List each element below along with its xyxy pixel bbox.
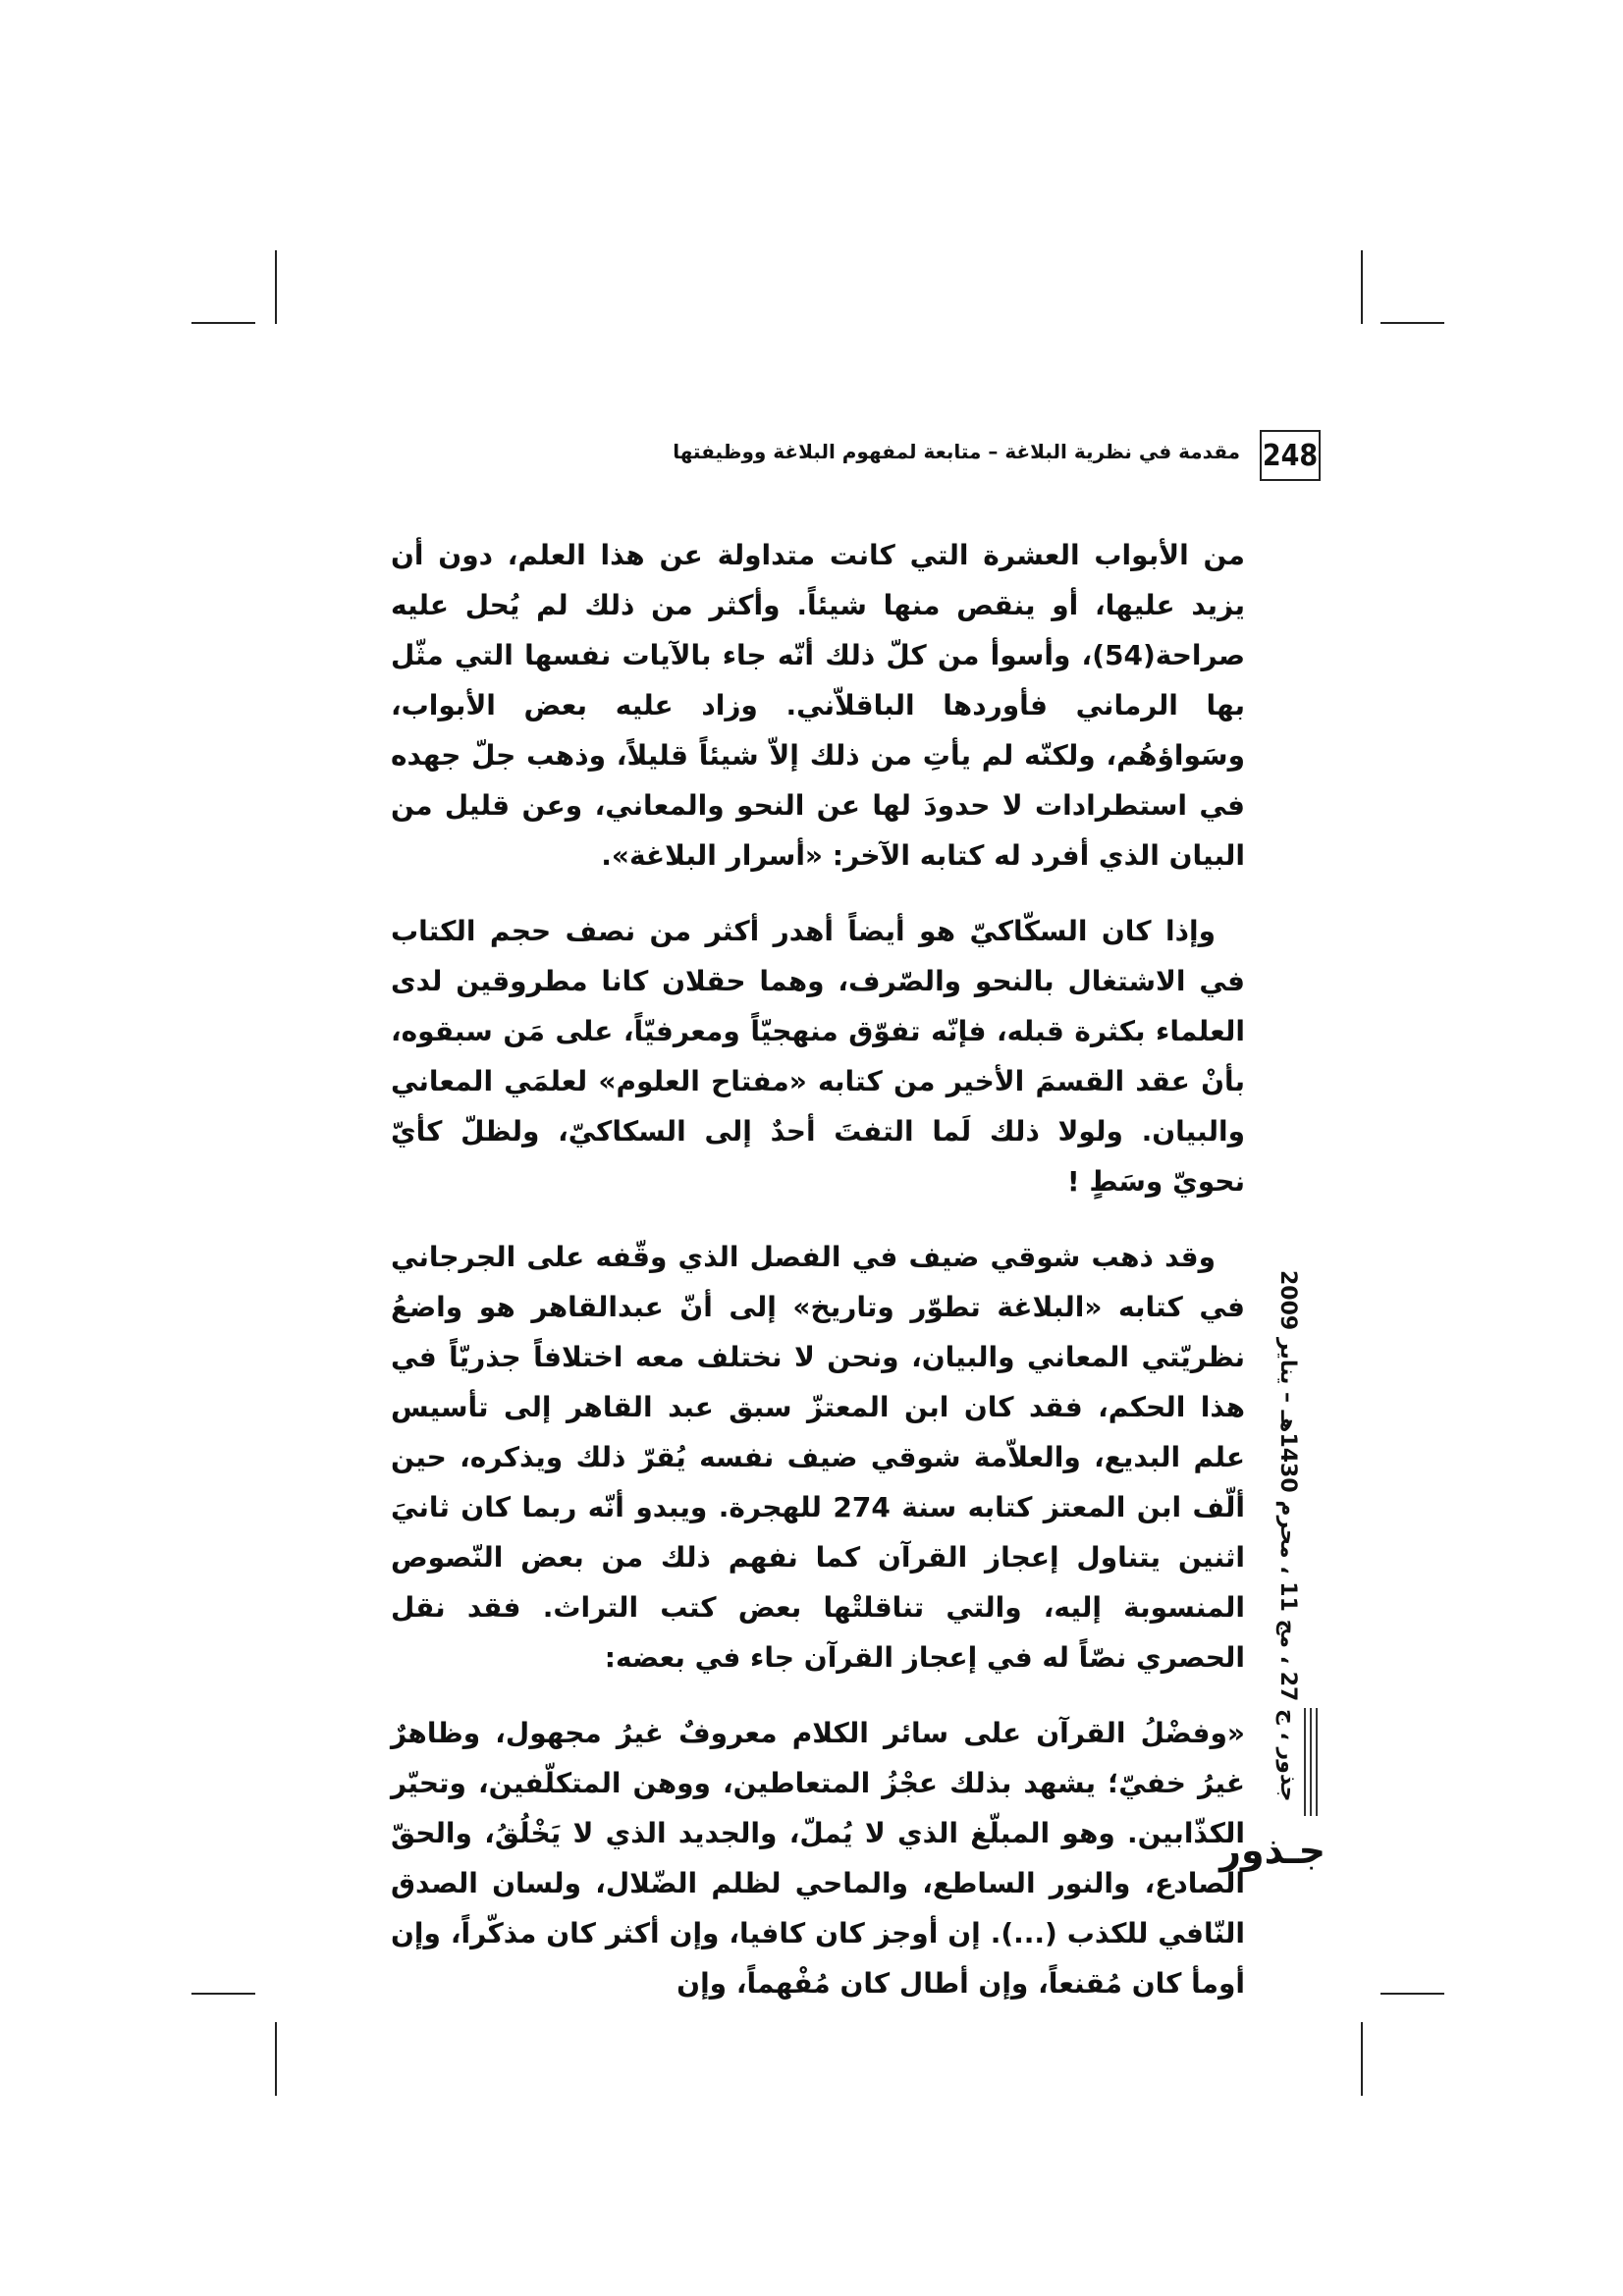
journal-side-info <box>1265 1269 1304 1801</box>
running-title: مقدمة في نظرية البلاغة – متابعة لمفهوم البلاغة ووظيفتها <box>673 440 1240 463</box>
crop-mark <box>191 322 255 324</box>
crop-mark <box>1380 322 1444 324</box>
crop-mark <box>275 250 277 324</box>
crop-mark <box>1361 2022 1363 2096</box>
page-header <box>673 430 1321 485</box>
paragraph-1: من الأبواب العشرة التي كانت متداولة عن هذا العلم، دون أن يزيد عليها، أو ينقص منها شيئاً. وأكثر من ذلك لم يُحل عليه صراحة(54)، وأسوأ من كلّ ذلك أنّه جاء بالآيات نفسها التي مثّل بها الرماني فأوردها الباقلاّني. وزاد عليه بعض الأبواب، وسَواؤهُم، ولكنّه لم يأتِ من ذلك إلاّ شيئاً قليلاً، وذهب جلّ جهده في استطرادات لا حدودَ لها عن النحو والمعاني، وعن قليل من البيان الذي أفرد له كتابه الآخر: «أسرار البلاغة». <box>391 539 1245 872</box>
paragraph-3: وقد ذهب شوقي ضيف في الفصل الذي وقّفه على الجرجاني في كتابه «البلاغة تطوّر وتاريخ» إلى أنّ عبدالقاهر هو واضعُ نظريّتي المعاني والبيان، ونحن لا نختلف معه اختلافاً جذريّاً في هذا الحكم، فقد كان ابن المعتزّ سبق عبد القاهر إلى تأسيس علم البديع، والعلاّمة شوقي ضيف نفسه يُقرّ ذلك ويذكره، حين ألّف ابن المعتز كتابه سنة 274 للهجرة. ويبدو أنّه ربما كان ثانيَ اثنين يتناول إعجاز القرآن كما نفهم ذلك من بعض النّصوص المنسوبة إليه، والتي تناقلتْها بعض كتب التراث. فقد نقل الحصري نصّاً له في إعجاز القرآن جاء في بعضه: <box>391 1241 1245 1674</box>
article-body <box>391 530 1245 2034</box>
crop-mark <box>275 2022 277 2096</box>
crop-mark <box>1361 250 1363 324</box>
crop-mark <box>191 1993 255 1995</box>
side-rules <box>1304 1708 1322 1816</box>
quote-paragraph: «وفضْلُ القرآن على سائر الكلام معروفٌ غيرُ مجهول، وظاهرٌ غيرُ خفيّ؛ يشهد بذلك عجْزُ المتعاطين، ووهن المتكلّفين، وتحيّر الكذّابين. وهو المبلّغ الذي لا يُملّ، والجديد الذي لا يَخْلُقُ، والحقّ الصادع، والنور الساطع، والماحي لظلم الضّلال، ولسان الصدق النّافي للكذب (...). إن أوجز كان كافيا، وإن أكثر كان مذكّراً، وإن أومأ كان مُقنعاً، وإن أطال كان مُفْهماً، وإن <box>391 1717 1245 2000</box>
journal-issue-text: جذور ، ج 27 ، مج 11 ، محرم 1430هـ – يناير 2009 <box>1275 1269 1300 1801</box>
paragraph-2: وإذا كان السكّاكيّ هو أيضاً أهدر أكثر من نصف حجم الكتاب في الاشتغال بالنحو والصّرف، وهما حقلان كانا مطروقين لدى العلماء بكثرة قبله، فإنّه تفوّق منهجيّاً ومعرفيّاً، على مَن سبقوه، بأنْ عقد القسمَ الأخير من كتابه «مفتاح العلوم» لعلمَي المعاني والبيان. ولولا ذلك لَما التفتَ أحدٌ إلى السكاكيّ، ولظلّ كأيّ نحويّ وسَطٍ ! <box>391 915 1245 1198</box>
journal-logo: جـذور <box>1219 1829 1325 1872</box>
crop-mark <box>1380 1993 1444 1995</box>
page-number: 248 <box>1260 430 1321 481</box>
